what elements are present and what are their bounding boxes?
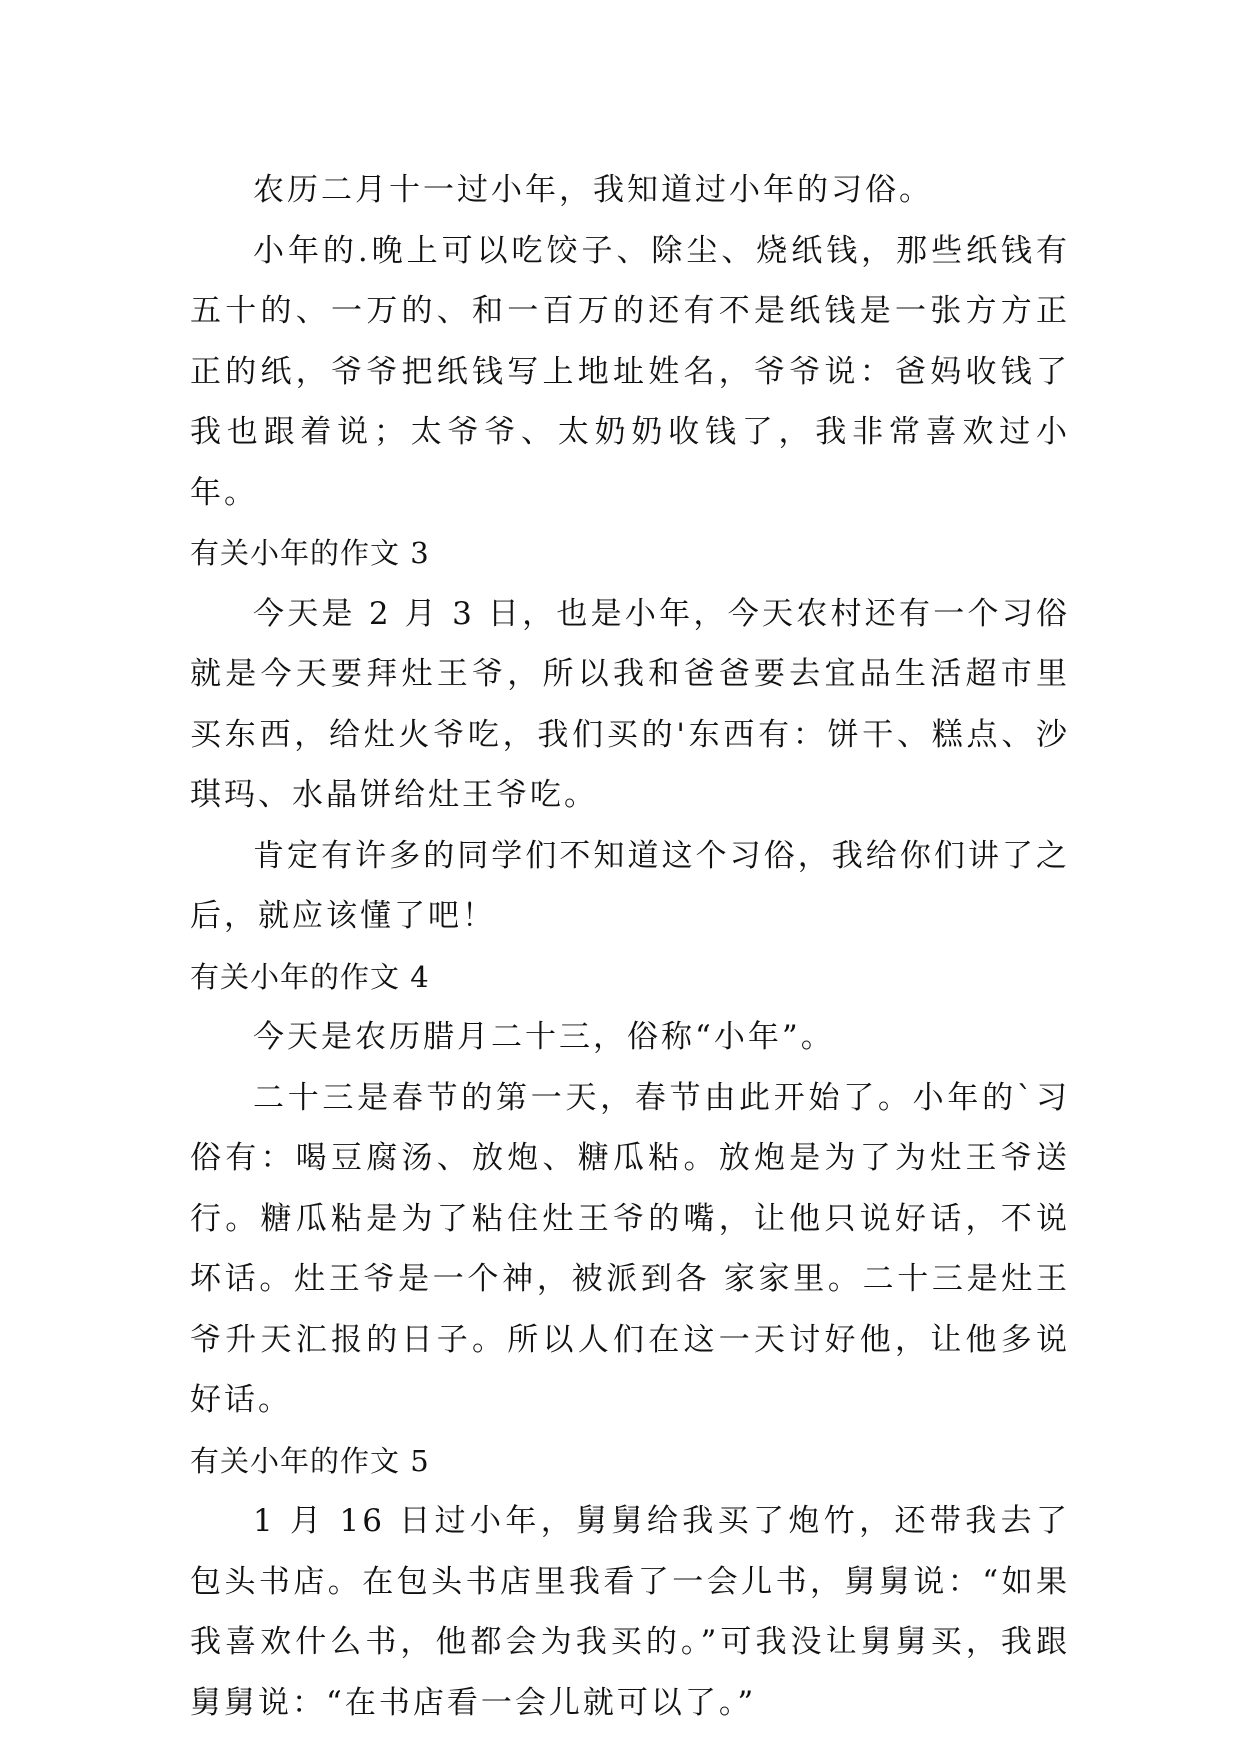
section-heading: 有关小年的作文 3	[190, 536, 430, 570]
section-heading: 有关小年的作文 4	[190, 959, 430, 994]
section-heading: 有关小年的作文 5	[190, 1443, 430, 1478]
paragraph: 小年的.晚上可以吃饺子、除尘、烧纸钱，那些纸钱有五十的、一万的、和一百万的还有不是纸钱是一张方方正正的纸，爷爷把纸钱写上地址姓名，爷爷说：爸妈收钱了我也跟着说；太爷爷、太奶奶收钱了，我非常喜欢过小年。	[190, 232, 1070, 511]
paragraph: 农历二月十一过小年，我知道过小年的习俗。	[253, 172, 933, 208]
paragraph: 肯定有许多的同学们不知道这个习俗，我给你们讲了之后，就应该懂了吧！	[190, 837, 1070, 934]
paragraph: 今天是农历腊月二十三，俗称“小年”。	[253, 1019, 835, 1055]
paragraph: 二十三是春节的第一天，春节由此开始了。小年的`习俗有：喝豆腐汤、放炮、糖瓜粘。放炮是为了为灶王爷送行。糖瓜粘是为了粘住灶王爷的嘴，让他只说好话，不说坏话。灶王爷是一个神，被派到各 家家里。二十三是灶王爷升天汇报的日子。所以人们在这一天讨好他，让他多说好话。	[190, 1079, 1070, 1418]
paragraph: 今天是 2 月 3 日，也是小年，今天农村还有一个习俗就是今天要拜灶王爷，所以我和爸爸要去宜品生活超市里买东西，给灶火爷吃，我们买的'东西有：饼干、糕点、沙琪玛、水晶饼给灶王爷吃。	[190, 595, 1070, 813]
document-page	[190, 160, 1070, 1733]
paragraph: 1 月 16 日过小年，舅舅给我买了炮竹，还带我去了包头书店。在包头书店里我看了一会儿书，舅舅说：“如果我喜欢什么书，他都会为我买的。”可我没让舅舅买，我跟舅舅说：“在书店看一会儿就可以了。”	[190, 1503, 1070, 1721]
